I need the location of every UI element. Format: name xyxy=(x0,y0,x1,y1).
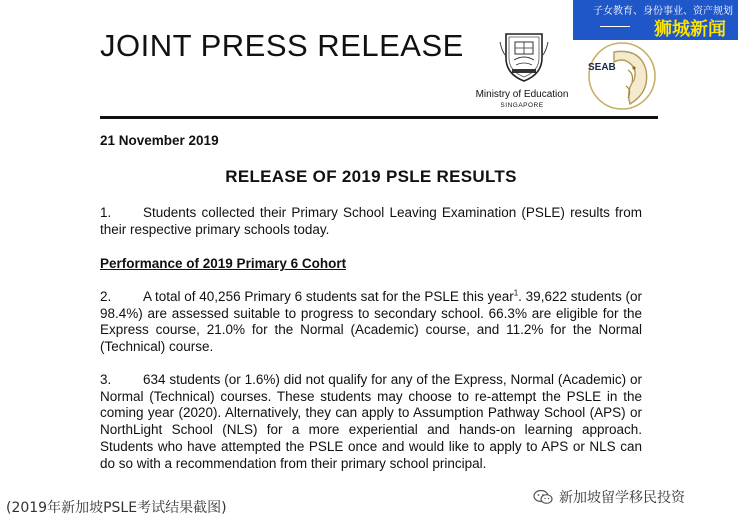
paragraph-number: 1. xyxy=(100,205,112,220)
paragraph-number: 3. xyxy=(100,372,112,387)
release-date: 21 November 2019 xyxy=(100,133,219,148)
wechat-icon xyxy=(533,489,553,505)
watermark-brand: 狮城新闻 xyxy=(654,19,726,40)
press-release-title: JOINT PRESS RELEASE xyxy=(100,28,464,63)
paragraph-number: 2. xyxy=(100,289,112,304)
image-caption: (2019年新加坡PSLE考试结果截图) xyxy=(6,500,227,516)
paragraph-text: . 39,622 students (or 98.4%) are assessed suitable to progress to secondary school. 66.3% are eligible for the Express course, 21.0% for the Normal (Academic) course, and 11.2% for the Normal (Technical) course. xyxy=(100,289,643,355)
paragraph-text: A total of 40,256 Primary 6 students sat for the PSLE this year xyxy=(143,289,514,304)
account-name: 新加坡留学移民投资 xyxy=(559,490,685,506)
paragraph-2 xyxy=(100,289,642,356)
seab-lion-logo-icon xyxy=(582,40,658,112)
footnote-marker[interactable]: 1 xyxy=(513,288,519,298)
release-heading: RELEASE OF 2019 PSLE RESULTS xyxy=(225,167,517,186)
moe-label xyxy=(462,89,582,111)
moe-country: SINGAPORE xyxy=(500,102,544,109)
moe-crest-icon xyxy=(498,28,550,84)
account-watermark xyxy=(533,486,685,508)
paragraph-1 xyxy=(100,205,642,238)
watermark-slogan: 子女教育、身份事业、资产规划 xyxy=(593,6,733,17)
section-heading: Performance of 2019 Primary 6 Cohort xyxy=(100,256,347,271)
paragraph-text: 634 students (or 1.6%) did not qualify for any of the Express, Normal (Academic) or Normal (Technical) courses. These students may choose to re-attempt the PSLE in the coming year (2020). Alternatively, they can apply to Assumption Pathway School (APS) or NorthLight School (NLS) for a more experiential and hands-on learning approach. Students who have attempted the PSLE once and would like to apply to APS or NLS can do so with a recommendation from their primary school principal. xyxy=(100,372,642,471)
header-divider xyxy=(100,116,658,119)
paragraph-3 xyxy=(100,372,642,472)
moe-name: Ministry of Education xyxy=(475,89,569,100)
paragraph-text: Students collected their Primary School Leaving Examination (PSLE) results from their respective primary schools today. xyxy=(100,205,642,237)
seab-label: SEAB xyxy=(588,62,616,73)
